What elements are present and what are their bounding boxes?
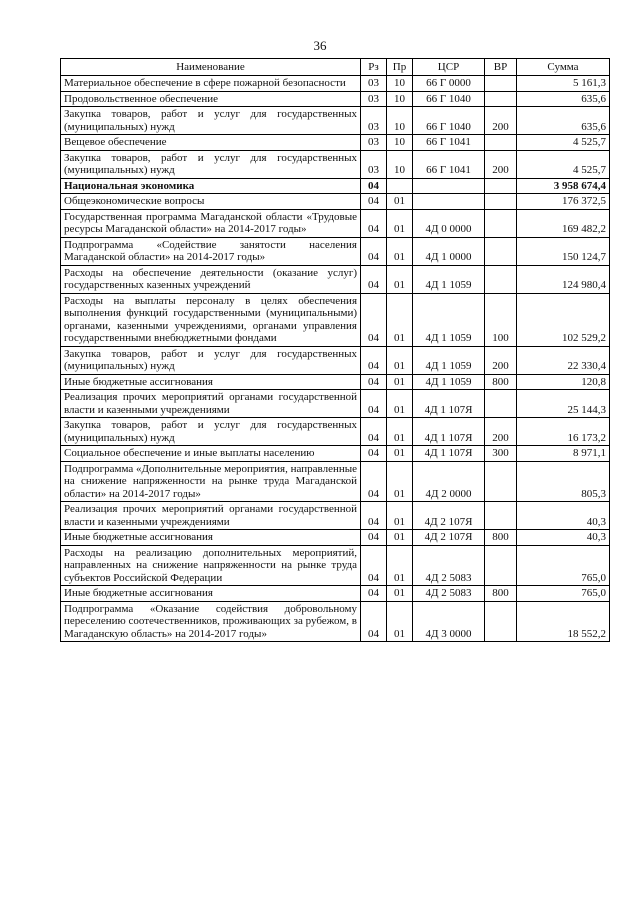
row-csr: 4Д 1 1059 [413,265,485,293]
row-vr: 800 [485,530,517,546]
row-sum: 18 552,2 [517,601,610,642]
row-vr [485,178,517,194]
table-row [61,374,610,390]
row-rz: 04 [361,390,387,418]
row-vr [485,237,517,265]
row-sum: 3 958 674,4 [517,178,610,194]
row-pr: 01 [387,446,413,462]
row-rz: 03 [361,91,387,107]
row-pr: 01 [387,194,413,210]
row-csr: 4Д 1 107Я [413,418,485,446]
header-row [61,59,610,76]
row-sum: 765,0 [517,586,610,602]
row-rz: 04 [361,346,387,374]
row-csr: 4Д 2 5083 [413,545,485,586]
row-rz: 03 [361,150,387,178]
col-header-pr: Пр [387,59,413,76]
row-pr: 01 [387,502,413,530]
table-row [61,76,610,92]
row-name: Государственная программа Магаданской области «Трудовые ресурсы Магаданской области» на 2014-2017 годы» [61,209,361,237]
row-name: Расходы на реализацию дополнительных мероприятий, направленных на снижение напряженности на рынке труда субъектов Российской Федерации [61,545,361,586]
row-name: Иные бюджетные ассигнования [61,586,361,602]
row-name: Вещевое обеспечение [61,135,361,151]
row-csr: 4Д 3 0000 [413,601,485,642]
table-row [61,586,610,602]
row-name: Подпрограмма «Содействие занятости населения Магаданской области» на 2014-2017 годы» [61,237,361,265]
row-rz: 04 [361,502,387,530]
row-pr: 01 [387,601,413,642]
table-row [61,237,610,265]
row-sum: 4 525,7 [517,150,610,178]
row-pr: 10 [387,76,413,92]
row-csr: 66 Г 1040 [413,91,485,107]
row-csr: 66 Г 0000 [413,76,485,92]
row-sum: 40,3 [517,502,610,530]
table-row [61,91,610,107]
row-csr: 4Д 1 0000 [413,237,485,265]
row-pr: 10 [387,135,413,151]
row-vr [485,545,517,586]
row-name: Национальная экономика [61,178,361,194]
table-row [61,107,610,135]
row-pr: 10 [387,91,413,107]
row-rz: 04 [361,374,387,390]
row-vr: 200 [485,107,517,135]
row-name: Закупка товаров, работ и услуг для государственных (муниципальных) нужд [61,346,361,374]
col-header-csr: ЦСР [413,59,485,76]
row-name: Закупка товаров, работ и услуг для государственных (муниципальных) нужд [61,107,361,135]
row-csr: 4Д 1 1059 [413,374,485,390]
row-vr: 300 [485,446,517,462]
row-csr: 66 Г 1041 [413,135,485,151]
table-row [61,346,610,374]
row-sum: 169 482,2 [517,209,610,237]
row-name: Подпрограмма «Оказание содействия добровольному переселению соотечественников, проживающих за рубежом, в Магаданскую область» на 2014-2017 годы» [61,601,361,642]
row-sum: 4 525,7 [517,135,610,151]
table-row [61,601,610,642]
row-name: Социальное обеспечение и иные выплаты населению [61,446,361,462]
row-rz: 04 [361,418,387,446]
row-name: Иные бюджетные ассигнования [61,530,361,546]
row-csr: 4Д 1 107Я [413,390,485,418]
row-pr: 10 [387,150,413,178]
row-csr: 4Д 1 1059 [413,346,485,374]
row-vr [485,209,517,237]
row-rz: 03 [361,76,387,92]
table-row [61,530,610,546]
row-name: Общеэкономические вопросы [61,194,361,210]
row-csr: 66 Г 1040 [413,107,485,135]
row-vr: 200 [485,150,517,178]
row-vr [485,265,517,293]
row-vr: 800 [485,586,517,602]
row-vr [485,601,517,642]
row-vr: 100 [485,293,517,346]
row-name: Подпрограмма «Дополнительные мероприятия, направленные на снижение напряженности на рынке труда Магаданской области» на 2014-2017 годы» [61,461,361,502]
table-row [61,418,610,446]
row-sum: 22 330,4 [517,346,610,374]
row-rz: 04 [361,237,387,265]
row-sum: 805,3 [517,461,610,502]
row-name: Расходы на выплаты персоналу в целях обеспечения выполнения функций государственными (муниципальными) органами, казенными учреждениями, органами управления государственными внебюджетными фондами [61,293,361,346]
row-rz: 03 [361,135,387,151]
row-name: Расходы на обеспечение деятельности (оказание услуг) государственных казенных учреждений [61,265,361,293]
row-csr: 4Д 1 107Я [413,446,485,462]
row-vr [485,76,517,92]
col-header-rz: Рз [361,59,387,76]
row-csr: 4Д 2 107Я [413,530,485,546]
row-sum: 176 372,5 [517,194,610,210]
row-name: Реализация прочих мероприятий органами государственной власти и казенными учреждениями [61,390,361,418]
row-pr: 01 [387,346,413,374]
row-sum: 102 529,2 [517,293,610,346]
row-pr [387,178,413,194]
table-row [61,178,610,194]
row-pr: 01 [387,545,413,586]
row-vr [485,135,517,151]
row-name: Закупка товаров, работ и услуг для государственных (муниципальных) нужд [61,418,361,446]
row-sum: 8 971,1 [517,446,610,462]
row-pr: 01 [387,265,413,293]
row-rz: 04 [361,586,387,602]
row-csr: 4Д 2 0000 [413,461,485,502]
col-header-vr: ВР [485,59,517,76]
row-pr: 01 [387,530,413,546]
table-row [61,502,610,530]
row-rz: 04 [361,601,387,642]
table-row [61,545,610,586]
row-vr: 800 [485,374,517,390]
row-vr: 200 [485,346,517,374]
row-vr [485,194,517,210]
table-row [61,446,610,462]
row-vr [485,390,517,418]
table-row [61,293,610,346]
col-header-sum: Сумма [517,59,610,76]
row-name: Материальное обеспечение в сфере пожарной безопасности [61,76,361,92]
row-pr: 01 [387,209,413,237]
row-rz: 04 [361,265,387,293]
row-pr: 01 [387,293,413,346]
row-sum: 40,3 [517,530,610,546]
col-header-name: Наименование [61,59,361,76]
row-rz: 04 [361,530,387,546]
row-csr [413,178,485,194]
row-sum: 635,6 [517,91,610,107]
row-csr: 4Д 0 0000 [413,209,485,237]
row-pr: 01 [387,374,413,390]
row-sum: 765,0 [517,545,610,586]
row-rz: 04 [361,178,387,194]
row-csr: 66 Г 1041 [413,150,485,178]
row-sum: 5 161,3 [517,76,610,92]
row-rz: 04 [361,446,387,462]
row-sum: 124 980,4 [517,265,610,293]
row-pr: 01 [387,390,413,418]
row-name: Реализация прочих мероприятий органами государственной власти и казенными учреждениями [61,502,361,530]
row-pr: 01 [387,586,413,602]
row-name: Закупка товаров, работ и услуг для государственных (муниципальных) нужд [61,150,361,178]
row-vr: 200 [485,418,517,446]
row-rz: 04 [361,461,387,502]
row-csr [413,194,485,210]
table-row [61,461,610,502]
row-rz: 04 [361,209,387,237]
page-number: 36 [313,38,327,53]
table-row [61,150,610,178]
row-vr [485,502,517,530]
row-sum: 120,8 [517,374,610,390]
row-name: Продовольственное обеспечение [61,91,361,107]
row-pr: 10 [387,107,413,135]
row-sum: 16 173,2 [517,418,610,446]
row-pr: 01 [387,461,413,502]
row-sum: 25 144,3 [517,390,610,418]
row-vr [485,91,517,107]
row-pr: 01 [387,237,413,265]
budget-table [60,58,610,642]
row-sum: 635,6 [517,107,610,135]
row-pr: 01 [387,418,413,446]
row-rz: 03 [361,107,387,135]
row-rz: 04 [361,293,387,346]
row-vr [485,461,517,502]
row-csr: 4Д 2 5083 [413,586,485,602]
table-row [61,209,610,237]
table-row [61,194,610,210]
row-sum: 150 124,7 [517,237,610,265]
table-row [61,390,610,418]
row-rz: 04 [361,545,387,586]
row-name: Иные бюджетные ассигнования [61,374,361,390]
table-row [61,135,610,151]
row-rz: 04 [361,194,387,210]
table-row [61,265,610,293]
row-csr: 4Д 1 1059 [413,293,485,346]
row-csr: 4Д 2 107Я [413,502,485,530]
